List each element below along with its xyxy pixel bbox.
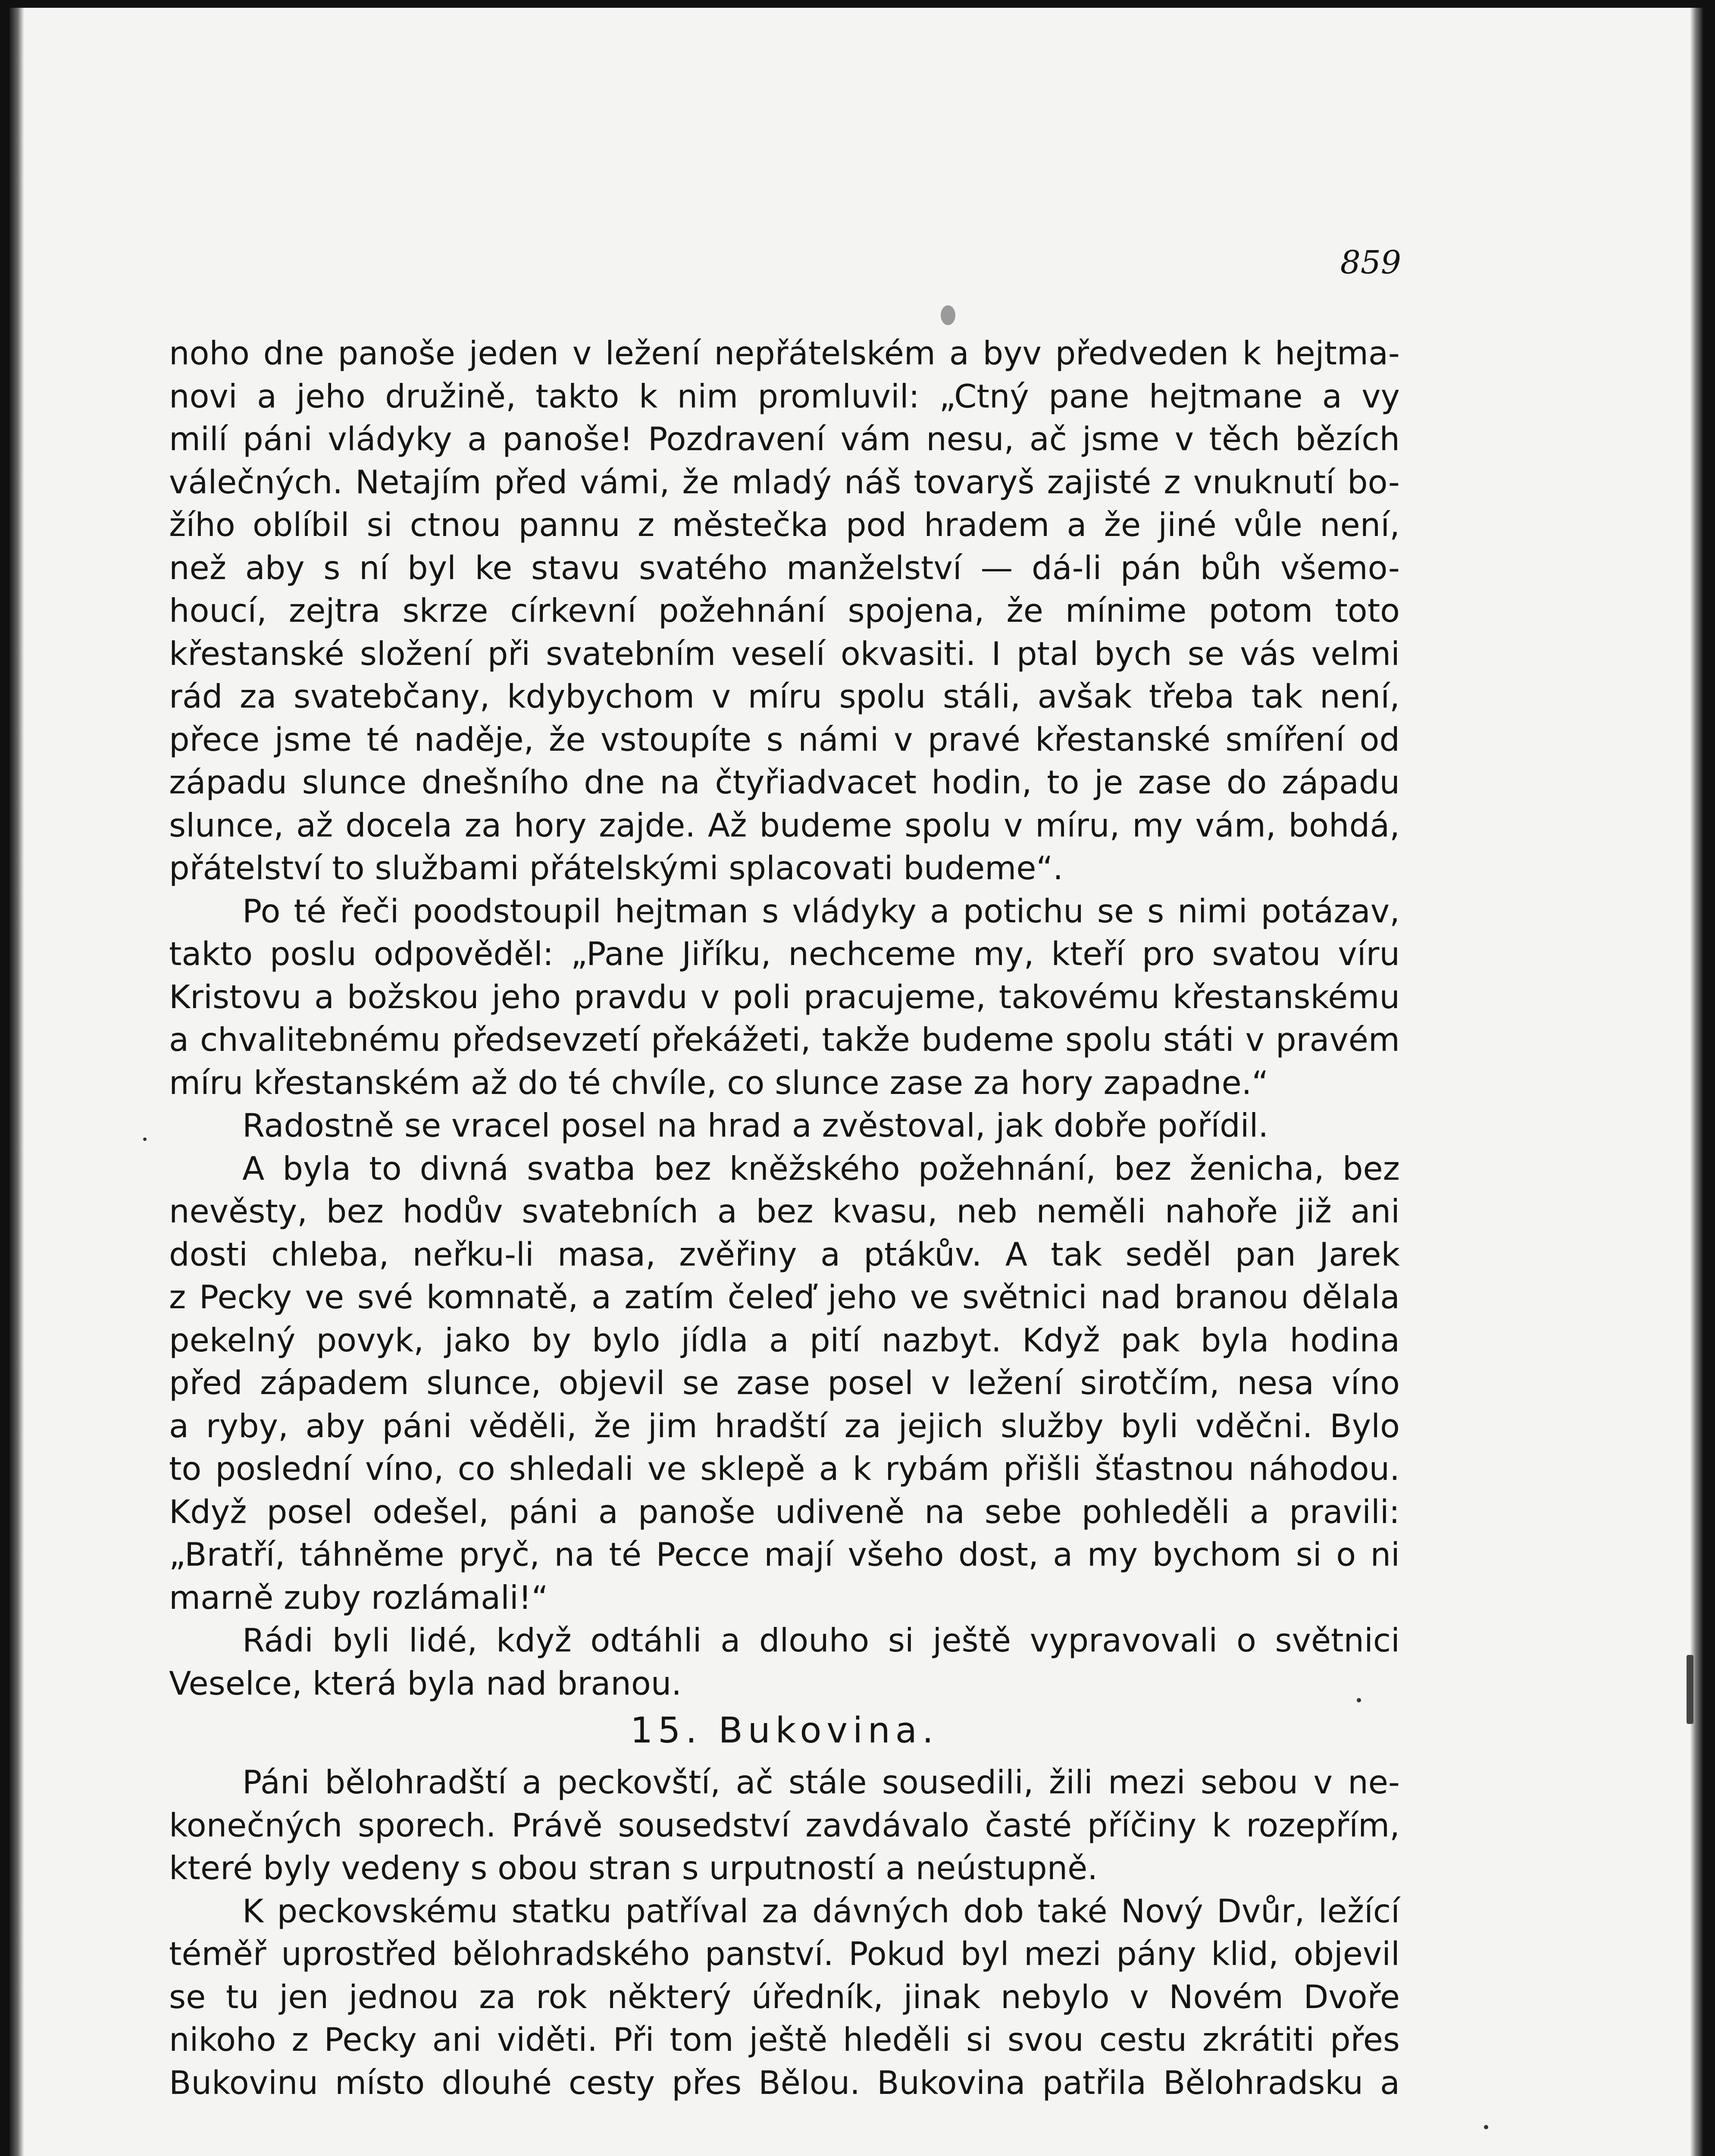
text-line: takto poslu odpověděl: „Pane Jiříku, nechceme my, kteří pro svatou víru (169, 935, 1400, 973)
scan-speck (941, 305, 955, 325)
text-line: Kristovu a božskou jeho pravdu v poli pracujeme, takovému křestanskému (169, 978, 1400, 1016)
text-line: novi a jeho družině, takto k nim promluvil: „Ctný pane hejtmane a vy (169, 377, 1400, 415)
scanned-page (9, 8, 1703, 2156)
text-line: Bukovinu místo dlouhé cesty přes Bělou. Bukovina patřila Bělohradsku a (169, 2063, 1400, 2102)
section-before-heading (169, 332, 1400, 1705)
text-line: válečných. Netajím před vámi, že mladý náš tovaryš zajisté z vnuknutí bo- (169, 463, 1400, 501)
text-line: přátelství to službami přátelskými splacovati budeme“. (169, 849, 1064, 887)
text-line: marně zuby rozlámali!“ (169, 1578, 548, 1617)
text-line: Páni bělohradští a peckovští, ač stále sousedili, žili mezi sebou v ne- (242, 1763, 1400, 1801)
text-line: „Bratří, táhněme pryč, na té Pecce mají všeho dost, a my bychom si o ni (169, 1536, 1400, 1573)
text-line: konečných sporech. Právě sousedství zavdávalo časté příčiny k rozepřím, (169, 1806, 1400, 1844)
text-line: nevěsty, bez hodův svatebních a bez kvasu, neb neměli nahoře již ani (169, 1192, 1400, 1230)
text-line: před západem slunce, objevil se zase posel v ležení sirotčím, nesa víno (169, 1364, 1400, 1402)
text-line: Veselce, která byla nad branou. (169, 1664, 682, 1702)
text-line: Po té řeči poodstoupil hejtman s vládyky a potichu se s nimi potázav, (242, 892, 1400, 930)
text-line: než aby s ní byl ke stavu svatého manželství — dá-li pán bůh všemo- (169, 548, 1400, 587)
text-line: Když posel odešel, páni a panoše udiveně na sebe pohleděli a pravili: (169, 1492, 1400, 1531)
text-line: A byla to divná svatba bez kněžského požehnání, bez ženicha, bez (242, 1149, 1400, 1188)
text-line: přece jsme té naděje, že vstoupíte s námi v pravé křestanské smíření od (169, 720, 1400, 758)
text-line: z Pecky ve své komnatě, a zatím čeleď jeho ve světnici nad branou dělala (169, 1278, 1400, 1316)
scan-speck (1484, 2125, 1488, 2129)
section-after-heading (169, 1761, 1400, 2104)
scan-edge-right (1690, 8, 1703, 2156)
text-line: a ryby, aby páni věděli, že jim hradští za jejich služby byli vděčni. Bylo (169, 1407, 1400, 1445)
text-line: noho dne panoše jeden v ležení nepřátelském a byv předveden k hejtma- (169, 334, 1400, 372)
text-line: to poslední víno, co shledali ve sklepě a k rybám přišli šťastnou náhodou. (169, 1450, 1400, 1488)
text-line: a chvalitebnému předsevzetí překážeti, takže budeme spolu státi v pravém (169, 1021, 1400, 1059)
text-line: Rádi byli lidé, když odtáhli a dlouho si ještě vypravovali o světnici (242, 1621, 1400, 1659)
text-line: slunce, až docela za hory zajde. Až budeme spolu v míru, my vám, bohdá, (169, 806, 1400, 844)
text-line: pekelný povyk, jako by bylo jídla a pití nazbyt. Když pak byla hodina (169, 1321, 1400, 1359)
text-line: západu slunce dnešního dne na čtyřiadvacet hodin, to je zase do západu (169, 763, 1400, 801)
text-line: křestanské složení při svatebním veselí okvasiti. I ptal bych se vás velmi (169, 634, 1400, 673)
scan-speck (1357, 1698, 1361, 1702)
text-line: téměř uprostřed bělohradského panství. Pokud byl mezi pány klid, objevil (169, 1935, 1400, 1973)
text-line: rád za svatebčany, kdybychom v míru spolu stáli, avšak třeba tak není, (169, 677, 1400, 715)
scan-speck (1687, 1655, 1693, 1724)
scan-speck (143, 1138, 147, 1141)
scan-edge-left (9, 8, 24, 2156)
text-line: Radostně se vracel posel na hrad a zvěstoval, jak dobře pořídil. (242, 1106, 1269, 1144)
text-line: K peckovskému statku patříval za dávných dob také Nový Dvůr, ležící (242, 1892, 1400, 1930)
text-line: které byly vedeny s obou stran s urputností a neústupně. (169, 1849, 1098, 1887)
text-line: milí páni vládyky a panoše! Pozdravení vám nesu, ač jsme v těch bězích (169, 420, 1400, 458)
text-line: nikoho z Pecky ani viděti. Při tom ještě hleděli si svou cestu zkrátiti přes (169, 2021, 1400, 2059)
text-line: se tu jen jednou za rok některý úředník, jinak nebylo v Novém Dvoře (169, 1977, 1400, 2016)
chapter-heading: 15. Bukovina. (630, 1710, 939, 1751)
text-column (169, 332, 1400, 2104)
text-line: dosti chleba, neřku-li masa, zvěřiny a ptákův. A tak seděl pan Jarek (169, 1235, 1400, 1273)
text-line: houcí, zejtra skrze církevní požehnání spojena, že mínime potom toto (169, 592, 1400, 630)
page-number: 859 (1340, 244, 1401, 281)
text-line: žího oblíbil si ctnou pannu z městečka pod hradem a že jiné vůle není, (169, 506, 1400, 544)
text-line: míru křestanském až do té chvíle, co slunce zase za hory zapadne.“ (169, 1063, 1269, 1102)
